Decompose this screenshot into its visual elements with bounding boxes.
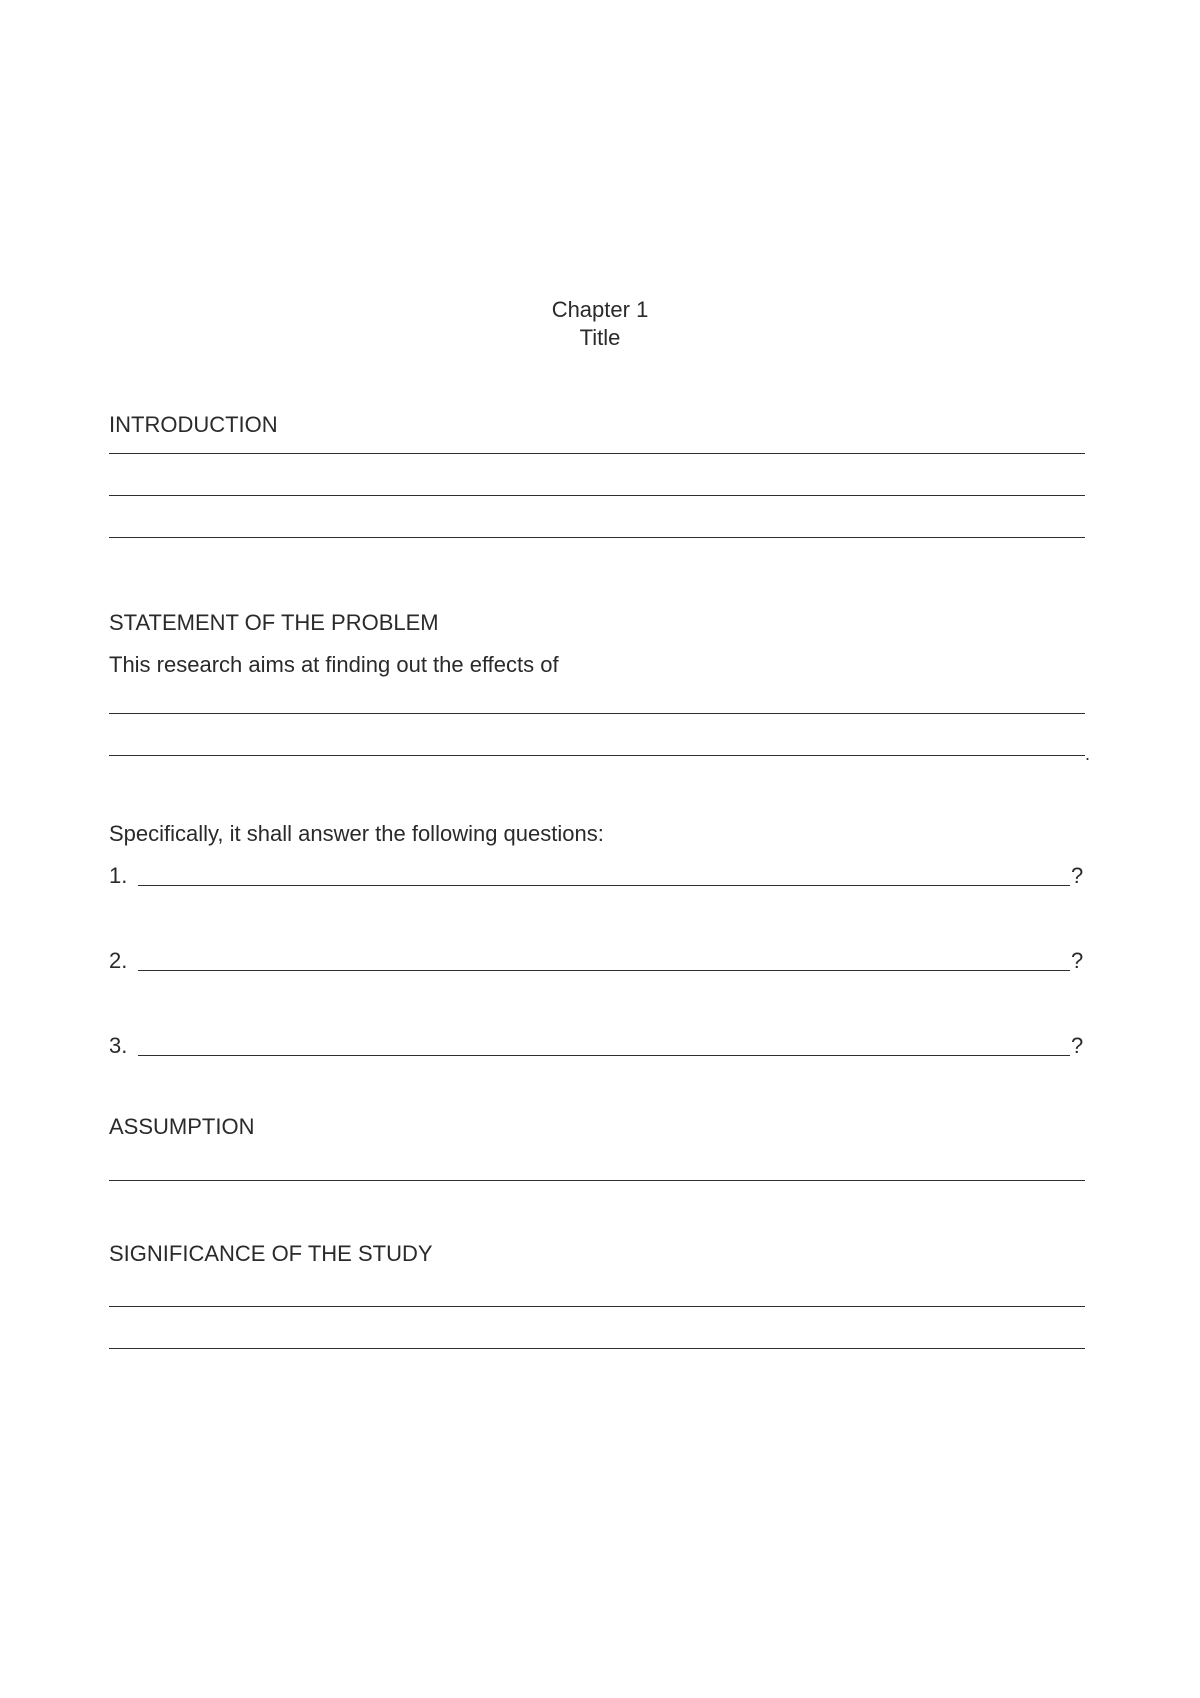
question-blank-line[interactable] bbox=[138, 885, 1070, 886]
problem-end-period: . bbox=[1085, 744, 1091, 764]
question-mark: ? bbox=[1071, 863, 1084, 888]
introduction-heading: INTRODUCTION bbox=[109, 412, 278, 437]
significance-blank-line[interactable] bbox=[109, 1348, 1085, 1349]
question-number: 1. bbox=[109, 863, 128, 888]
problem-lead-text: This research aims at finding out the effects of bbox=[109, 652, 559, 677]
introduction-blank-line[interactable] bbox=[109, 537, 1085, 538]
assumption-heading: ASSUMPTION bbox=[109, 1114, 255, 1139]
problem-blank-line[interactable] bbox=[109, 755, 1085, 756]
chapter-label: Chapter 1 bbox=[551, 297, 649, 322]
questions-intro: Specifically, it shall answer the following questions: bbox=[109, 821, 604, 846]
introduction-blank-line[interactable] bbox=[109, 453, 1085, 454]
question-blank-line[interactable] bbox=[138, 970, 1070, 971]
introduction-blank-line[interactable] bbox=[109, 495, 1085, 496]
question-number: 2. bbox=[109, 948, 128, 973]
problem-heading: STATEMENT OF THE PROBLEM bbox=[109, 610, 439, 635]
significance-heading: SIGNIFICANCE OF THE STUDY bbox=[109, 1241, 433, 1266]
problem-blank-line[interactable] bbox=[109, 713, 1085, 714]
document-title: Title bbox=[579, 325, 621, 350]
question-mark: ? bbox=[1071, 948, 1084, 973]
significance-blank-line[interactable] bbox=[109, 1306, 1085, 1307]
question-blank-line[interactable] bbox=[138, 1055, 1070, 1056]
assumption-blank-line[interactable] bbox=[109, 1180, 1085, 1181]
question-mark: ? bbox=[1071, 1033, 1084, 1058]
question-number: 3. bbox=[109, 1033, 128, 1058]
